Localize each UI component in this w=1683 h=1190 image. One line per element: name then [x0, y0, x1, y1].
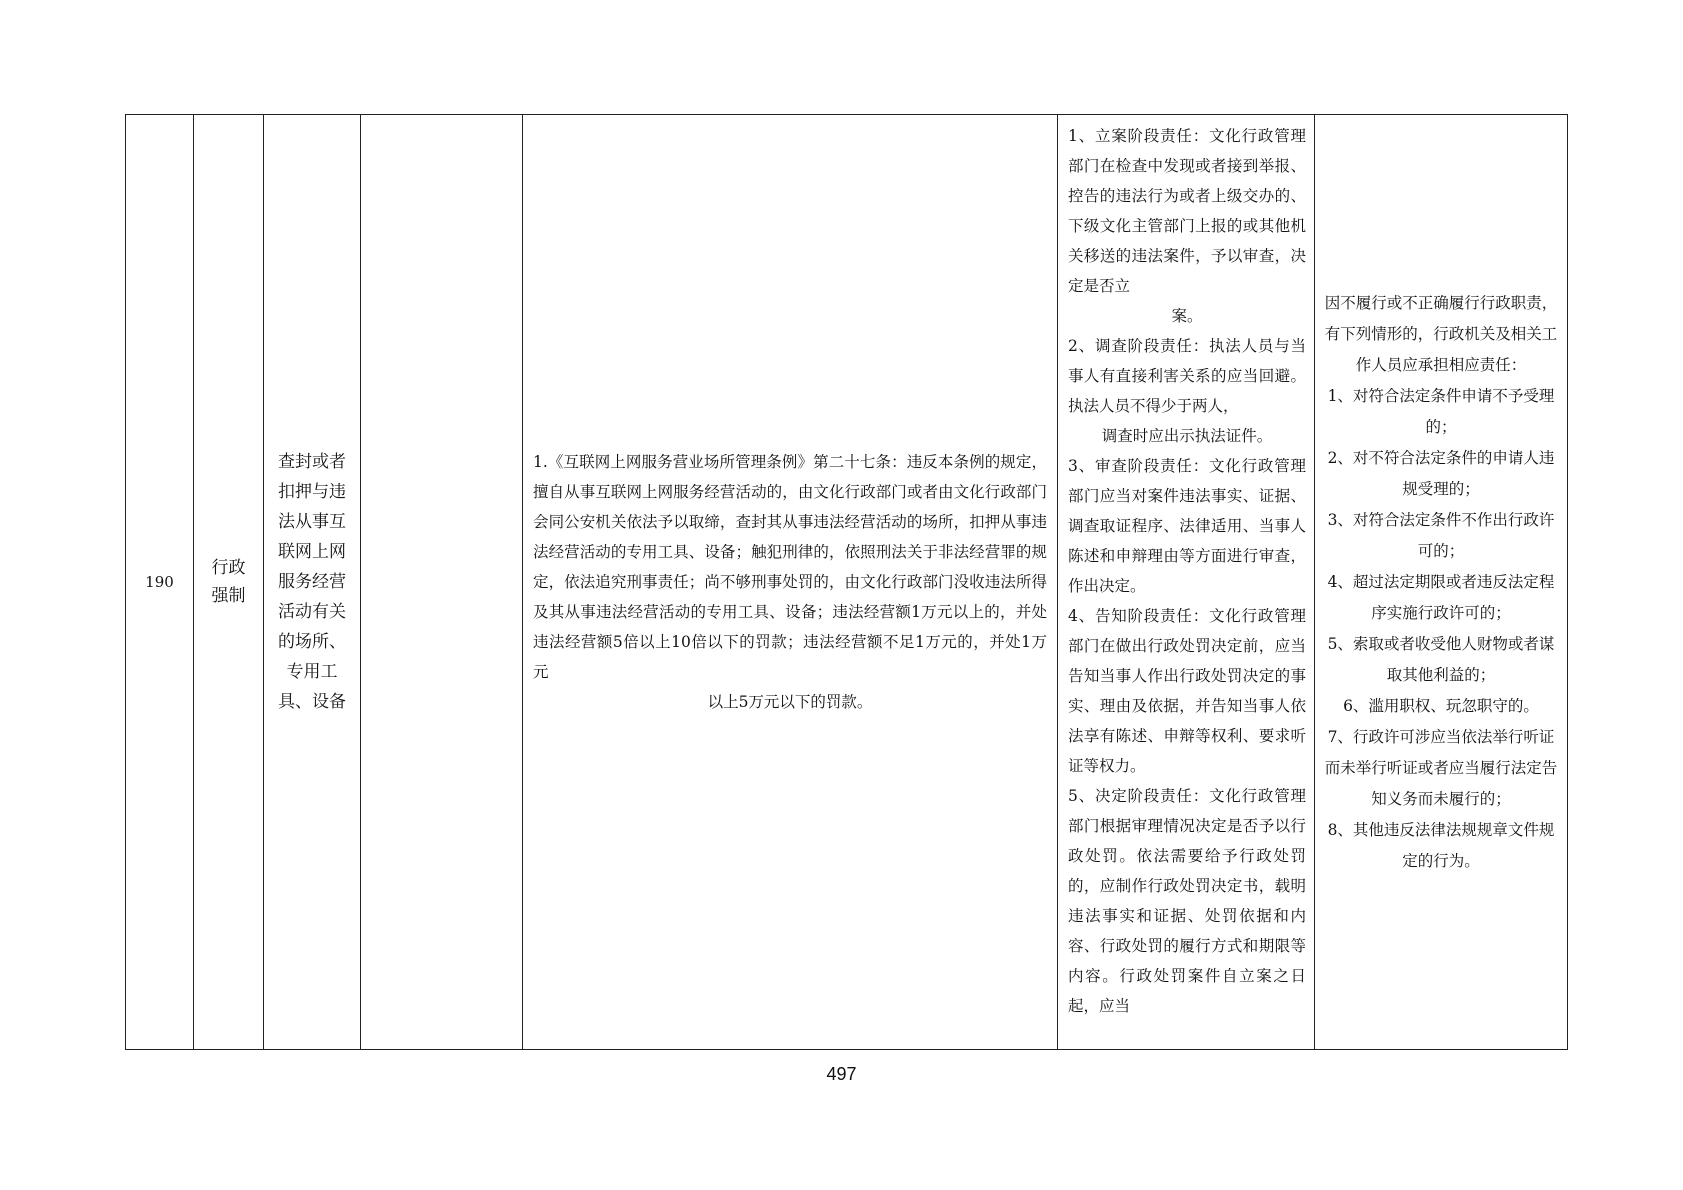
blank-cell [361, 115, 523, 1050]
responsibility-item-8: 8、其他违反法律法规规章文件规定的行为。 [1327, 820, 1555, 870]
power-item [264, 115, 361, 1050]
responsibility-item-6: 6、滥用职权、玩忽职守的。 [1343, 696, 1539, 715]
duty-2-end: 调查时应出示执法证件。 [1101, 427, 1273, 445]
duty-cell [1058, 115, 1315, 1050]
duty-5: 5、决定阶段责任：文化行政管理部门根据审理情况决定是否予以行政处罚。依法需要给予行政处罚的，应制作行政处罚决定书，载明违法事实和证据、处罚依据和内容、行政处罚的履行方式和期限等内容。行政处罚案件自立案之日起，应当 [1068, 787, 1306, 1015]
legal-basis-text: 1.《互联网上网服务营业场所管理条例》第二十七条：违反本条例的规定，擅自从事互联网上网服务经营活动的，由文化行政部门或者由文化行政部门会同公安机关依法予以取缔，查封其从事违法经营活动的场所，扣押从事违法经营活动的专用工具、设备；触犯刑律的，依照刑法关于非法经营罪的规定，依法追究刑事责任；尚不够刑事处罚的，由文化行政部门没收违法所得及其从事违法经营活动的专用工具、设备；违法经营额1万元以上的，并处违法经营额5倍以上10倍以下的罚款；违法经营额不足1万元的，并处1万元 [533, 453, 1047, 681]
page-number: 497 [826, 1064, 857, 1084]
power-type-text: 行政强制 [211, 558, 246, 606]
power-item-text: 查封或者扣押与违法从事互联网上网服务经营活动有关的场所、专用工具、设备 [278, 452, 346, 712]
responsibility-item-4: 4、超过法定期限或者违反法定程序实施行政许可的； [1327, 572, 1555, 622]
duty-1-end: 案。 [1171, 307, 1203, 325]
duty-3: 3、审查阶段责任：文化行政管理部门应当对案件违法事实、证据、调查取证程序、法律适用、当事人陈述和申辩理由等方面进行审查，作出决定。 [1068, 457, 1306, 595]
responsibility-item-1: 1、对符合法定条件申请不予受理的； [1327, 386, 1555, 436]
duty-2: 2、调查阶段责任：执法人员与当事人有直接利害关系的应当回避。执法人员不得少于两人， [1068, 337, 1306, 415]
duty-1: 1、立案阶段责任：文化行政管理部门在检查中发现或者接到举报、控告的违法行为或者上级交办的、下级文化主管部门上报的或其他机关移送的违法案件，予以审查，决定是否立 [1068, 127, 1306, 295]
duty-4: 4、告知阶段责任：文化行政管理部门在做出行政处罚决定前，应当告知当事人作出行政处罚决定的事实、理由及依据，并告知当事人依法享有陈述、申辩等权利、要求听证等权力。 [1068, 607, 1306, 775]
power-list-table [125, 114, 1568, 1050]
row-number: 190 [126, 115, 194, 1050]
legal-basis [523, 115, 1058, 1050]
power-type [194, 115, 264, 1050]
responsibility-cell [1315, 115, 1568, 1050]
responsibility-item-7: 7、行政许可涉应当依法举行听证而未举行听证或者应当履行法定告知义务而未履行的； [1324, 727, 1558, 808]
table-row [126, 115, 1568, 1050]
legal-basis-last-line: 以上5万元以下的罚款。 [707, 693, 873, 711]
responsibility-item-5: 5、索取或者收受他人财物或者谋取其他利益的； [1327, 634, 1555, 684]
responsibility-intro: 因不履行或不正确履行行政职责，有下列情形的，行政机关及相关工作人员应承担相应责任： [1324, 293, 1558, 374]
responsibility-item-2: 2、对不符合法定条件的申请人违规受理的； [1327, 448, 1555, 498]
responsibility-item-3: 3、对符合法定条件不作出行政许可的； [1327, 510, 1555, 560]
